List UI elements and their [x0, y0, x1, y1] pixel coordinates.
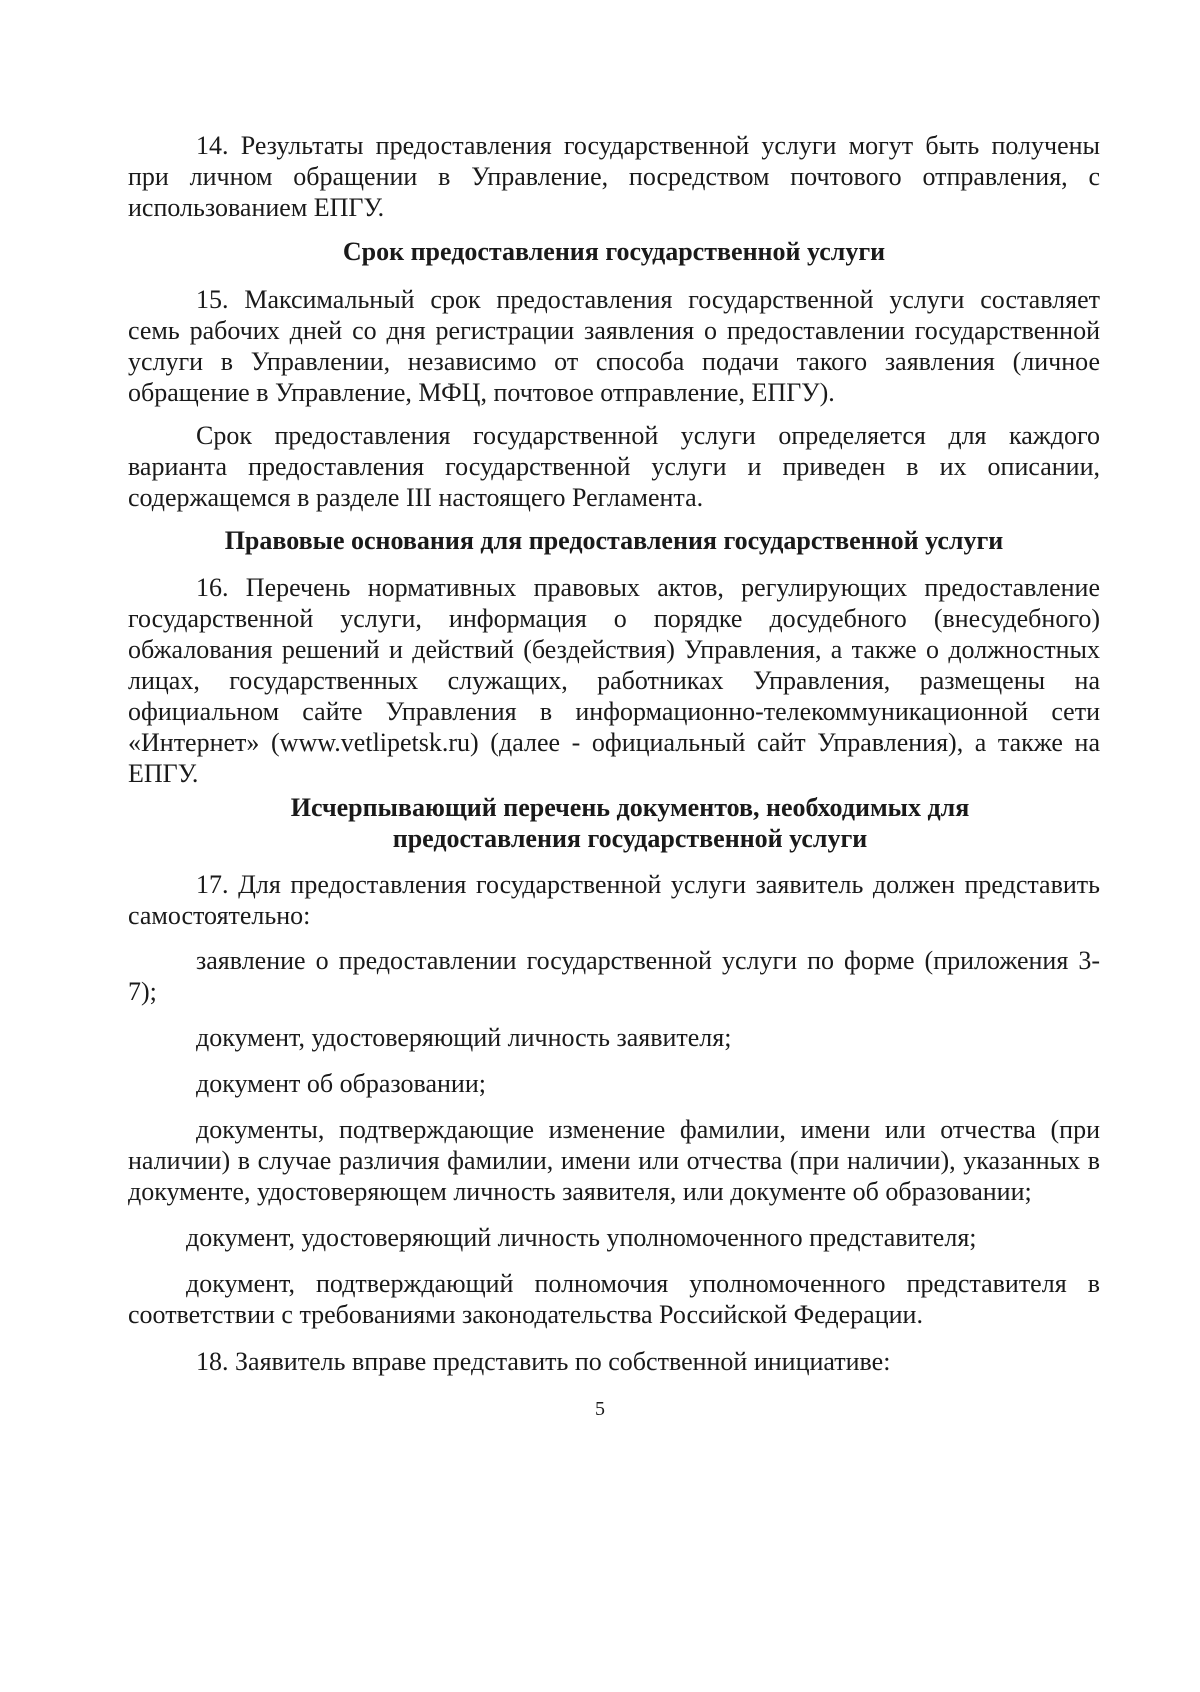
paragraph-16: 16. Перечень нормативных правовых актов, регулирующих предоставление государственной услуги, информация о порядке досудебного (внесудебного) обжалования решений и действий (бездействия) Управления, а также о должностных лицах, государственных служащих, работниках Управления, размещены на официальном сайте Управления в информационно-телекоммуникационной сети «Интернет» (www.vetlipetsk.ru) (далее - официальный сайт Управления), а также на ЕПГУ.	[128, 573, 1100, 788]
list-item-representative-identity: документ, удостоверяющий личность уполномоченного представителя;	[186, 1223, 977, 1252]
paragraph-14: 14. Результаты предоставления государственной услуги могут быть получены при личном обращении в Управление, посредством почтового отправления, с использованием ЕПГУ.	[128, 131, 1100, 222]
list-item-name-change-documents: документы, подтверждающие изменение фамилии, имени или отчества (при наличии) в случае различия фамилии, имени или отчества (при наличии), указанных в документе, удостоверяющем личность заявителя, или документе об образовании;	[128, 1115, 1100, 1206]
paragraph-term-variants: Срок предоставления государственной услуги определяется для каждого варианта предоставления государственной услуги и приведен в их описании, содержащемся в разделе III настоящего Регламента.	[128, 421, 1100, 512]
page-number: 5	[595, 1398, 605, 1420]
paragraph-15: 15. Максимальный срок предоставления государственной услуги составляет семь рабочих дней со дня регистрации заявления о предоставлении государственной услуги в Управлении, независимо от способа подачи такого заявления (личное обращение в Управление, МФЦ, почтовое отправление, ЕПГУ).	[128, 285, 1100, 407]
list-item-identity-document: документ, удостоверяющий личность заявителя;	[196, 1023, 732, 1052]
heading-documents-list: Исчерпывающий перечень документов, необходимых для предоставления государственной услуги	[290, 793, 970, 853]
list-item-education-document: документ об образовании;	[196, 1069, 486, 1098]
list-item-application: заявление о предоставлении государственной услуги по форме (приложения 3-7);	[128, 946, 1100, 1006]
heading-legal-basis: Правовые основания для предоставления государственной услуги	[224, 526, 1004, 555]
heading-service-term: Срок предоставления государственной услуги	[342, 237, 886, 266]
list-item-representative-authority: документ, подтверждающий полномочия уполномоченного представителя в соответствии с требованиями законодательства Российской Федерации.	[128, 1269, 1100, 1329]
paragraph-18: 18. Заявитель вправе представить по собственной инициативе:	[196, 1347, 891, 1376]
paragraph-17: 17. Для предоставления государственной услуги заявитель должен представить самостоятельно:	[128, 870, 1100, 930]
